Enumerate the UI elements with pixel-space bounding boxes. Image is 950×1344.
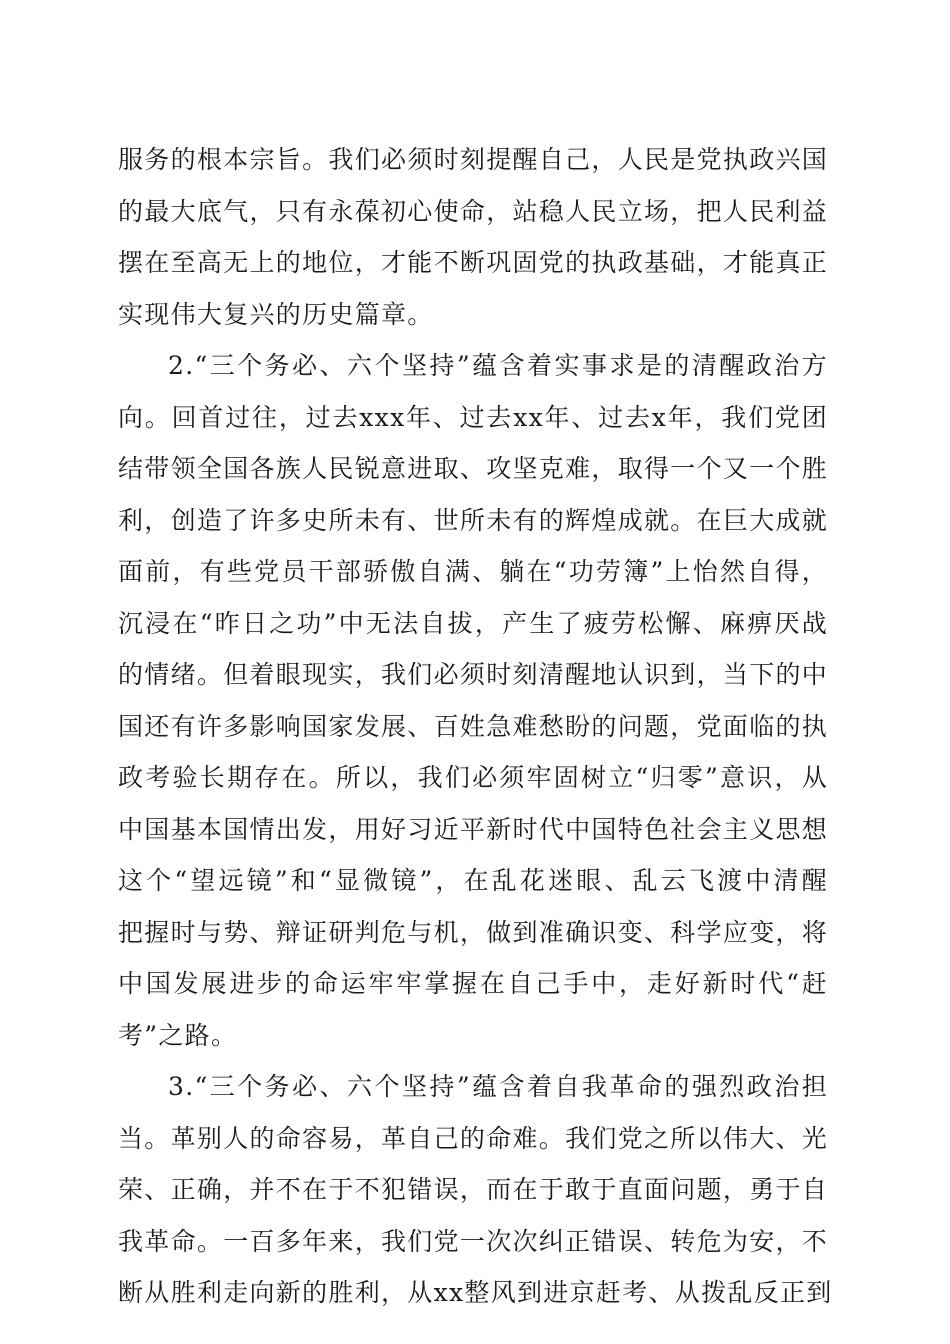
text-line: 国还有许多影响国家发展、百姓急难愁盼的问题，党面临的执 bbox=[118, 711, 829, 741]
text-line: 沉浸在“昨日之功”中无法自拔，产生了疲劳松懈、麻痹厌战 bbox=[118, 608, 828, 638]
paragraph-3 bbox=[118, 1061, 833, 1319]
text-line: 的最大底气，只有永葆初心使命，站稳人民立场，把人民利益 bbox=[118, 196, 829, 226]
text-line: 的情绪。但着眼现实，我们必须时刻清醒地认识到，当下的中 bbox=[118, 660, 829, 689]
paragraph-1 bbox=[118, 134, 828, 340]
text-line: 向。回首过往，过去xxx年、过去xx年、过去x年，我们党团 bbox=[118, 402, 828, 432]
text-line: 中国基本国情出发，用好习近平新时代中国特色社会主义思想 bbox=[118, 814, 829, 844]
text-line: 这个“望远镜”和“显微镜”，在乱花迷眼、乱云飞渡中清醒 bbox=[118, 866, 828, 895]
text-line: 把握时与势、辩证研判危与机，做到准确识变、科学应变，将 bbox=[118, 917, 829, 947]
paragraph-2 bbox=[118, 340, 828, 1061]
text-line: 断从胜利走向新的胜利，从xx整风到进京赶考、从拨乱反正到 bbox=[118, 1278, 833, 1307]
text-line: 荣、正确，并不在于不犯错误，而在于敢于直面问题，勇于自 bbox=[118, 1175, 829, 1204]
text-line: 实现伟大复兴的历史篇章。 bbox=[118, 299, 434, 329]
text-line: 中国发展进步的命运牢牢掌握在自己手中，走好新时代“赶 bbox=[118, 969, 828, 998]
text-line: 摆在至高无上的地位，才能不断巩固党的执政基础，才能真正 bbox=[118, 248, 829, 277]
text-line: 结带领全国各族人民锐意进取、攻坚克难，取得一个又一个胜 bbox=[118, 454, 829, 483]
text-line: 政考验长期存在。所以，我们必须牢固树立“归零”意识，从 bbox=[118, 763, 828, 792]
text-line: 服务的根本宗旨。我们必须时刻提醒自己，人民是党执政兴国 bbox=[118, 145, 829, 174]
text-line: 3.“三个务必、六个坚持”蕴含着自我革命的强烈政治担 bbox=[168, 1072, 828, 1101]
body-text bbox=[118, 134, 833, 1319]
text-line: 利，创造了许多史所未有、世所未有的辉煌成就。在巨大成就 bbox=[118, 505, 829, 535]
text-line: 2.“三个务必、六个坚持”蕴含着实事求是的清醒政治方 bbox=[168, 351, 828, 380]
text-line: 面前，有些党员干部骄傲自满、躺在“功劳簿”上怡然自得， bbox=[118, 557, 828, 586]
text-line: 我革命。一百多年来，我们党一次次纠正错误、转危为安，不 bbox=[118, 1226, 829, 1256]
text-line: 当。革别人的命容易，革自己的命难。我们党之所以伟大、光 bbox=[118, 1123, 829, 1153]
text-line: 考”之路。 bbox=[118, 1020, 238, 1050]
